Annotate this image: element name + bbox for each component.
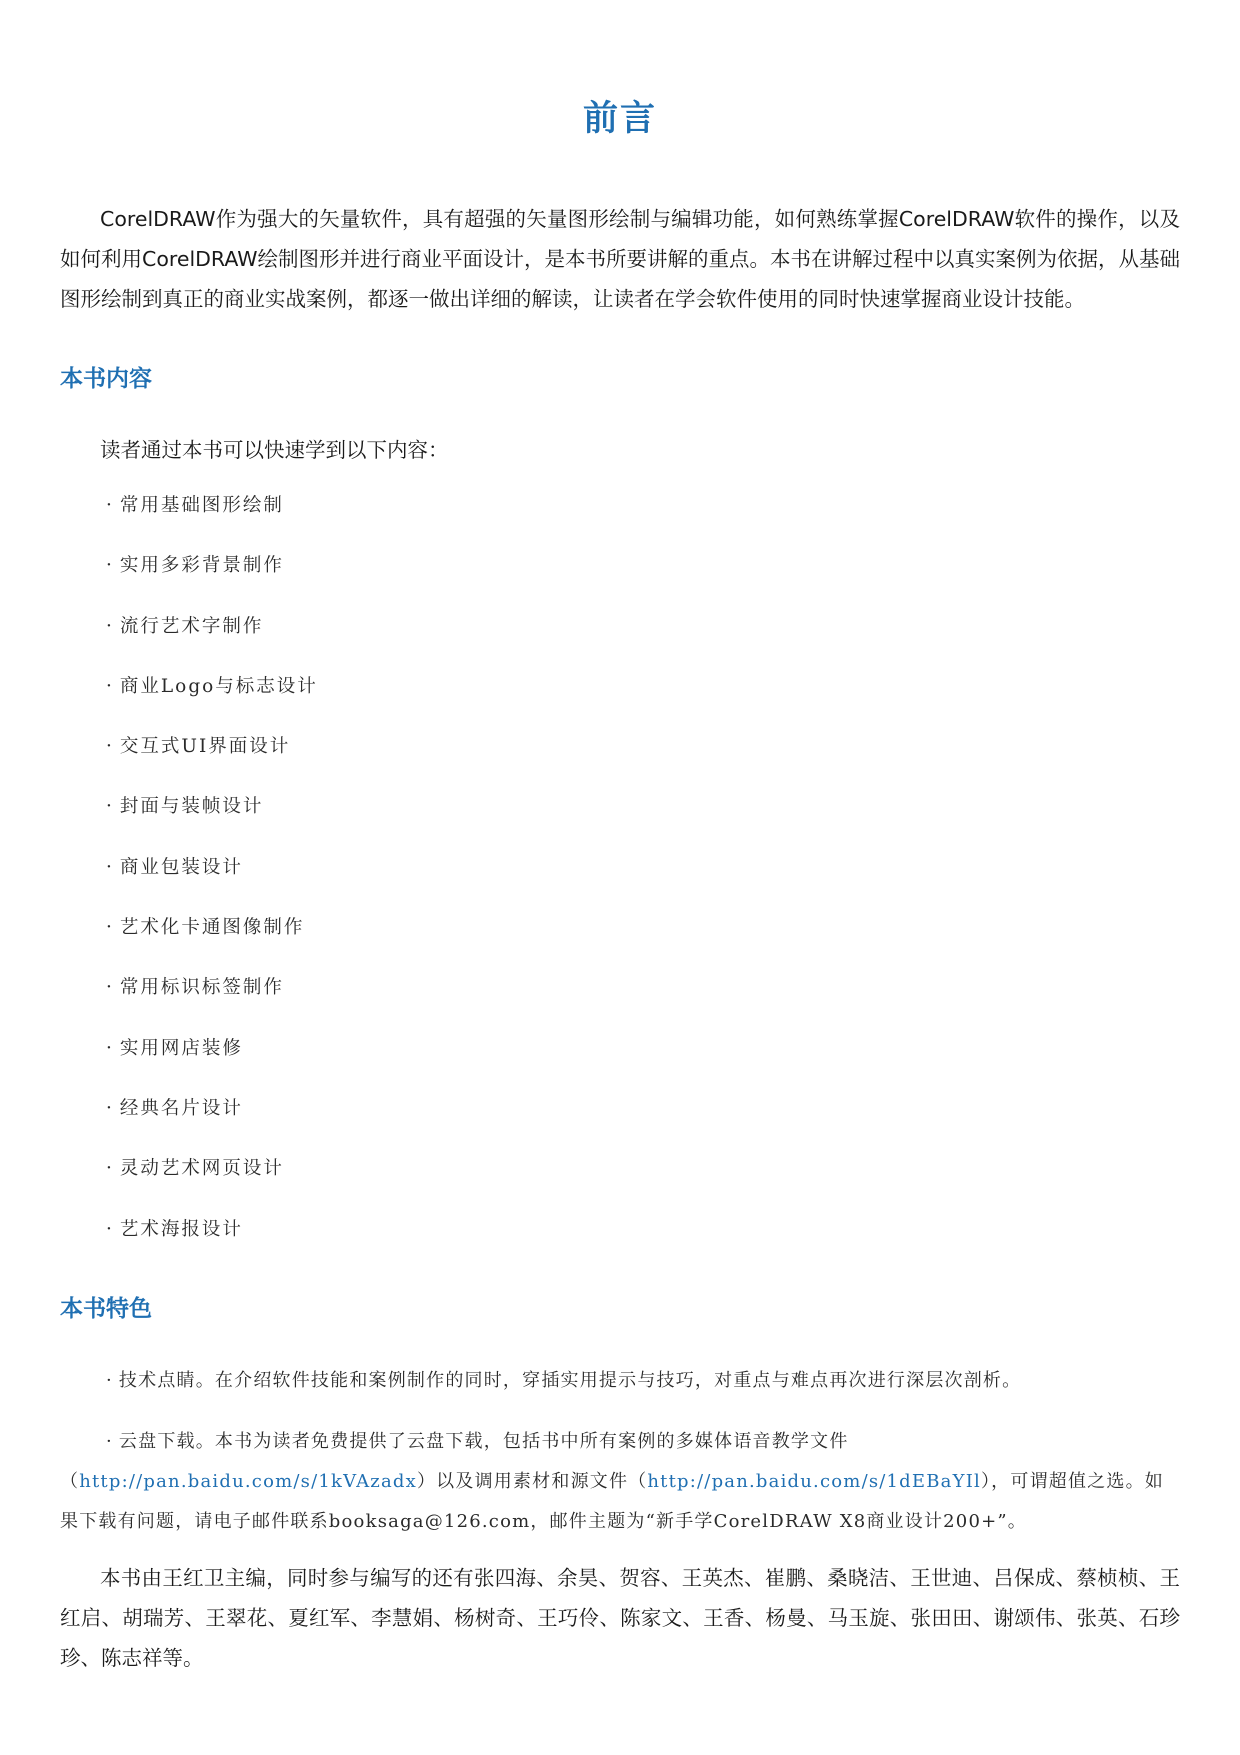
feature-item-download [60, 1422, 1182, 1542]
bullet-icon: · [106, 1431, 113, 1452]
bullet-icon: · [106, 917, 114, 939]
feature-text: 云盘下载。本书为读者免费提供了云盘下载，包括书中所有案例的多媒体语音教学文件（ [60, 1431, 849, 1492]
list-item-label: 经典名片设计 [119, 1097, 243, 1119]
list-item [106, 853, 318, 913]
list-item [106, 1034, 318, 1094]
bullet-icon: · [106, 555, 114, 577]
bullet-icon: · [106, 495, 114, 516]
list-item-label: 封面与装帧设计 [119, 796, 264, 818]
list-item-label: 商业包装设计 [119, 856, 243, 878]
list-item [106, 913, 318, 973]
list-item [106, 1094, 318, 1154]
download-link-media[interactable]: http://pan.baidu.com/s/1kVAzadx [79, 1471, 417, 1492]
list-item-label: 实用多彩背景制作 [119, 555, 284, 577]
list-item-label: 交互式UI界面设计 [119, 736, 291, 758]
list-item [106, 1154, 318, 1214]
bullet-icon: · [106, 1158, 114, 1180]
contents-lead: 读者通过本书可以快速学到以下内容： [100, 438, 449, 462]
feature-text: 技术点睛。在介绍软件技能和案例制作的同时，穿插实用提示与技巧，对重点与难点再次进行深层次剖析。 [118, 1370, 1022, 1391]
credits-paragraph: 本书由王红卫主编，同时参与编写的还有张四海、余昊、贺容、王英杰、崔鹏、桑晓洁、王世迪、吕保成、蔡桢桢、王红启、胡瑞芳、王翠花、夏红军、李慧娟、杨树奇、王巧伶、陈家文、王香、杨曼、马玉旋、张田田、谢颂伟、张英、石珍珍、陈志祥等。 [60, 1566, 1180, 1670]
list-item-label: 常用基础图形绘制 [119, 495, 284, 516]
list-item-label: 常用标识标签制作 [119, 977, 284, 999]
intro-paragraph: CorelDRAW作为强大的矢量软件，具有超强的矢量图形绘制与编辑功能，如何熟练掌握CorelDRAW软件的操作，以及如何利用CorelDRAW绘制图形并进行商业平面设计，是本书所要讲解的重点。本书在讲解过程中以真实案例为依据，从基础图形绘制到真正的商业实战案例，都逐一做出详细的解读，让读者在学会软件使用的同时快速掌握商业设计技能。 [60, 207, 1181, 311]
feature-text: ），可谓超值之选。如果下载有问题，请电子邮件联系booksaga@126.com，邮件主题为“新手学CorelDRAW X8商业设计200+”。 [60, 1471, 1164, 1532]
list-item [106, 551, 318, 611]
list-item-label: 流行艺术字制作 [119, 615, 264, 637]
feature-item-tech [60, 1361, 1182, 1401]
bullet-icon: · [106, 1370, 113, 1391]
list-item-label: 艺术化卡通图像制作 [119, 917, 305, 939]
bullet-icon: · [106, 1097, 114, 1119]
bullet-icon: · [106, 615, 114, 637]
bullet-icon: · [106, 977, 114, 999]
contents-list [106, 491, 318, 1275]
list-item [106, 732, 318, 792]
contents-heading: 本书内容 [60, 366, 152, 392]
bullet-icon: · [106, 856, 114, 878]
feature-text: ）以及调用素材和源文件（ [416, 1471, 648, 1492]
list-item-label: 实用网店装修 [119, 1037, 243, 1059]
features-heading: 本书特色 [60, 1296, 152, 1322]
list-item-label: 商业Logo与标志设计 [119, 675, 318, 697]
list-item [106, 491, 318, 551]
list-item [106, 973, 318, 1033]
list-item [106, 792, 318, 852]
list-item-label: 灵动艺术网页设计 [119, 1158, 284, 1180]
list-item [106, 612, 318, 672]
bullet-icon: · [106, 675, 114, 697]
bullet-icon: · [106, 1037, 114, 1059]
download-link-source[interactable]: http://pan.baidu.com/s/1dEBaYIl [647, 1471, 981, 1492]
list-item [106, 672, 318, 732]
bullet-icon: · [106, 1218, 114, 1240]
list-item [106, 1215, 318, 1275]
bullet-icon: · [106, 736, 114, 758]
list-item-label: 艺术海报设计 [119, 1218, 243, 1240]
bullet-icon: · [106, 796, 114, 818]
page-title: 前言 [582, 99, 657, 140]
